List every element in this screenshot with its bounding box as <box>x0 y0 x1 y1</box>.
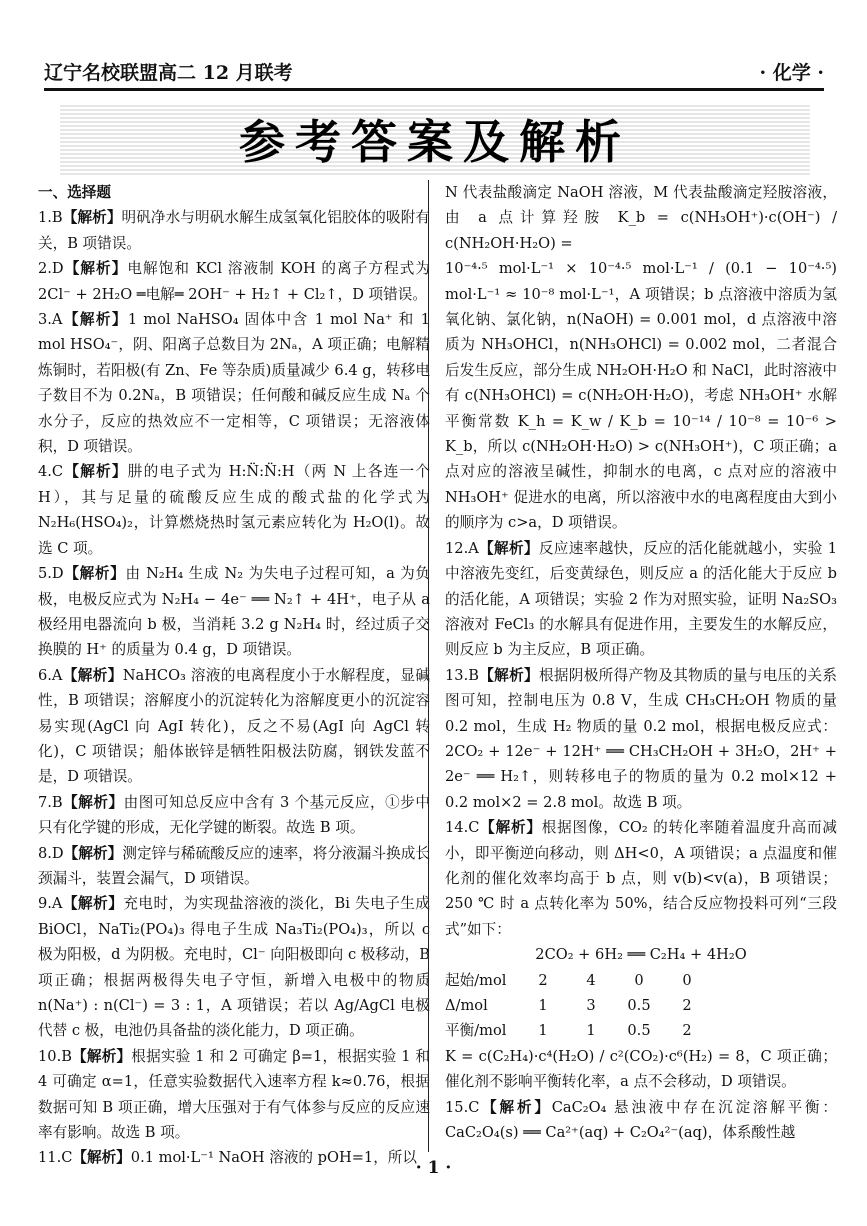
three-stage-row <box>445 993 837 1018</box>
row-value: 1 <box>538 1022 548 1040</box>
item-number: 5.D <box>38 565 64 583</box>
page-number: · 1 · <box>415 1158 452 1178</box>
row-value: 4 <box>586 971 596 989</box>
answer-item <box>445 536 837 663</box>
item-number: 4.C <box>38 463 64 481</box>
item-number: 7.B <box>38 793 63 811</box>
analysis-tag: 【解析】 <box>71 1047 132 1065</box>
row-label: Δ/mol <box>445 997 488 1014</box>
answer-item <box>38 307 430 459</box>
header-rule <box>44 88 824 91</box>
answer-item <box>445 663 837 815</box>
row-value: 1 <box>586 1022 596 1040</box>
answer-item <box>38 561 430 663</box>
item-number: 3.A <box>38 311 63 329</box>
left-column <box>38 180 430 1171</box>
row-value: 1 <box>538 997 548 1014</box>
item-number: 6.A <box>38 666 63 684</box>
analysis-tag: 【解析】 <box>478 539 539 557</box>
item-number: 15.C <box>445 1098 480 1116</box>
analysis-tag: 【解析】 <box>63 463 128 481</box>
right-column <box>445 180 837 1145</box>
row-value: 0.5 <box>627 1022 651 1040</box>
item-text: 根据图像，CO₂ 的转化率随着温度升高而减小，即平衡逆向移动，则 ΔH<0，A 项错误；a 点温度和催化剂的催化效率均高于 b 点，则 v(b)<v(a)，B 项错误；250 ℃ 时 a 点转化率为 50%，结合反应物投料可列“三段式”如下： <box>445 819 837 938</box>
analysis-tag: 【解析】 <box>478 666 539 684</box>
item-number: 10.B <box>38 1047 72 1065</box>
item-text: 充电时，为实现盐溶液的淡化，Bi 失电子生成 BiOCl，NaTi₂(PO₄)₃ 得电子生成 Na₃Ti₂(PO₄)₃，所以 c 极为阳极，d 为阴极。充电时，Cl⁻ 向阳极即向 c 极移动，B 项正确；根据两极得失电子守恒，新增入电极中的物质 n(Na⁺) : n(Cl⁻) = 3 : 1，A 项错误；若以 Ag/AgCl 电极代替 c 极，电池仍具备盐的淡化能力，D 项正确。 <box>38 895 430 1040</box>
item-text: NaHCO₃ 溶液的电离程度小于水解程度，显碱性，B 项错误；溶解度小的沉淀转化为溶解度更小的沉淀容易实现(AgCl 向 AgI 转化)，反之不易(AgI 向 AgCl 转化)，C 项错误；船体嵌锌是牺牲阳极法防腐，钢铁发蓝不是，D 项错误。 <box>38 666 430 786</box>
answer-item <box>38 663 430 790</box>
item-number: 1.B <box>38 209 63 227</box>
k-expression: K = c(C₂H₄)·c⁴(H₂O) / c²(CO₂)·c⁶(H₂) = 8，C 项正确；催化剂不影响平衡转化率，a 点不会移动，D 项错误。 <box>445 1047 837 1091</box>
item-text: 根据阴极所得产物及其物质的量与电压的关系图可知，控制电压为 0.8 V，生成 CH₃CH₂OH 物质的量 0.2 mol，生成 H₂ 物质的量 0.2 mol，根据电极反应式：2CO₂ + 12e⁻ + 12H⁺ ══ CH₃CH₂OH + 3H₂O，2H⁺ + 2e⁻ ══ H₂↑，则转移电子的物质的量为 0.2 mol×12 + 0.2 mol×2 = 2.8 mol。故选 B 项。 <box>445 666 837 811</box>
answer-item <box>445 815 837 942</box>
three-stage-table <box>445 968 837 1044</box>
item-number: 9.A <box>38 895 63 913</box>
item-text: 由图可知总反应中含有 3 个基元反应，①步中只有化学键的形成，无化学键的断裂。故选 B 项。 <box>38 793 430 837</box>
column-divider <box>428 180 429 1152</box>
three-stage-row <box>445 1018 837 1043</box>
page-header <box>44 56 824 86</box>
item-text: CaC₂O₄ 悬浊液中存在沉淀溶解平衡：CaC₂O₄(s) ══ Ca²⁺(aq) + C₂O₄²⁻(aq)，体系酸性越 <box>445 1098 837 1142</box>
row-value: 0 <box>682 971 692 989</box>
row-value: 2 <box>538 971 548 989</box>
item-text: 明矾净水与明矾水解生成氢氧化铝胶体的吸附有关，B 项错误。 <box>38 209 430 252</box>
row-value: 2 <box>682 997 692 1014</box>
item-text: 肼的电子式为 H:N̈:N̈:H（两 N 上各连一个 H），其与足量的硫酸反应生成的酸式盐的化学式为 N₂H₆(HSO₄)₂，计算燃烧热时氢元素应转化为 H₂O(l)。故选 C 项。 <box>38 463 430 557</box>
subject-label: · 化学 · <box>759 61 824 84</box>
analysis-tag: 【解析】 <box>63 844 123 862</box>
row-label: 起始/mol <box>445 971 507 989</box>
item-text: 根据实验 1 和 2 可确定 β=1，根据实验 1 和 4 可确定 α=1，任意实验数据代入速率方程 k≈0.76，根据数据可知 B 项正确，增大压强对于有气体参与反应的反应速率有影响。故选 B 项。 <box>38 1047 430 1142</box>
answer-item <box>38 841 430 892</box>
item-text: 测定锌与稀硫酸反应的速率，将分液漏斗换成长颈漏斗，装置会漏气，D 项错误。 <box>38 844 430 887</box>
row-value: 0.5 <box>627 997 651 1014</box>
answer-item <box>38 459 430 561</box>
section-title: 一、选择题 <box>38 184 111 201</box>
continuation-paragraph: 10⁻⁴·⁵ mol·L⁻¹ × 10⁻⁴·⁵ mol·L⁻¹ / (0.1 − 10⁻⁴·⁵) mol·L⁻¹ ≈ 10⁻⁸ mol·L⁻¹，A 项错误；b 点溶液中溶质为氢氧化钠、氯化钠，n(NaOH) = 0.001 mol，d 点溶液中溶质为 NH₃OHCl，n(NH₃OHCl) = 0.002 mol，二者混合后发生反应，部分生成 NH₂OH·H₂O 和 NaCl，此时溶液中有 c(NH₃OHCl) = c(NH₂OH·H₂O)，考虑 NH₃OH⁺ 水解平衡常数 K_h = K_w / K_b = 10⁻¹⁴ / 10⁻⁸ = 10⁻⁶ > K_b，所以 c(NH₂OH·H₂O) > c(NH₃OH⁺)，C 项正确；a 点对应的溶液呈碱性，抑制水的电离，c 点对应的溶液中 NH₃OH⁺ 促进水的电离，所以溶液中水的电离程度由大到小的顺序为 c>a，D 项错误。 <box>445 260 837 532</box>
answer-item <box>38 1044 430 1146</box>
analysis-tag: 【解析】 <box>62 666 123 684</box>
analysis-tag: 【解析】 <box>63 260 128 278</box>
answer-item <box>38 891 430 1043</box>
analysis-tag: 【解析】 <box>62 895 124 913</box>
analysis-tag: 【解析】 <box>479 1098 552 1116</box>
row-value: 3 <box>586 997 596 1014</box>
item-number: 14.C <box>445 819 480 837</box>
item-15 <box>445 1095 837 1146</box>
row-label: 平衡/mol <box>445 1022 507 1040</box>
analysis-tag: 【解析】 <box>479 819 542 837</box>
left-items <box>38 205 430 1170</box>
item-number: 2.D <box>38 260 64 278</box>
item-text: 反应速率越快，反应的活化能就越小，实验 1 中溶液先变红，后变黄绿色，则反应 a 的活化能大于反应 b 的活化能，A 项错误；实验 2 作为对照实验，证明 Na₂SO₃ 溶液对 FeCl₃ 的水解具有促进作用，主要发生的水解反应，则反应 b 为主反应，B 项正确。 <box>445 539 837 659</box>
item-number: 8.D <box>38 844 64 862</box>
item-text: 1 mol NaHSO₄ 固体中含 1 mol Na⁺ 和 1 mol HSO₄⁻，阴、阳离子总数目为 2Nₐ，A 项正确；电解精炼铜时，若阳极(有 Zn、Fe 等杂质)质量减少 6.4 g，转移电子数目不为 0.2Nₐ，B 项错误；任何酸和碱反应生成 Nₐ 个水分子，反应的热效应不一定相等，C 项错误；无溶液体积，D 项错误。 <box>38 311 430 456</box>
continuation-11 <box>445 180 837 536</box>
item-text: 电解饱和 KCl 溶液制 KOH 的离子方程式为 2Cl⁻ + 2H₂O ═电解═ 2OH⁻ + H₂↑ + Cl₂↑，D 项错误。 <box>38 260 430 303</box>
analysis-tag: 【解析】 <box>62 311 128 329</box>
analysis-tag: 【解析】 <box>62 209 122 227</box>
three-stage-equation: 2CO₂ + 6H₂ ══ C₂H₄ + 4H₂O <box>535 946 747 964</box>
exam-title: 辽宁名校联盟高二 12 月联考 <box>44 61 293 84</box>
item-number: 13.B <box>445 666 479 684</box>
item-text: 由 N₂H₄ 生成 N₂ 为失电子过程可知，a 为负极，电极反应式为 N₂H₄ − 4e⁻ ══ N₂↑ + 4H⁺，电子从 a 极经用电器流向 b 极，当消耗 3.2 g N₂H₄ 时，经过质子交换膜的 H⁺ 的质量为 0.4 g，D 项错误。 <box>38 565 430 659</box>
item-text: 0.1 mol·L⁻¹ NaOH 溶液的 pOH=1，所以 <box>130 1149 417 1167</box>
continuation-paragraph: N 代表盐酸滴定 NaOH 溶液，M 代表盐酸滴定羟胺溶液，由 a 点计算羟胺 K_b = c(NH₃OH⁺)·c(OH⁻) / c(NH₂OH·H₂O) = <box>445 184 837 252</box>
item-number: 12.A <box>445 539 479 557</box>
three-stage-row <box>445 968 837 993</box>
right-items <box>445 536 837 943</box>
analysis-tag: 【解析】 <box>63 565 126 583</box>
answer-item <box>38 256 430 307</box>
analysis-tag: 【解析】 <box>72 1149 131 1167</box>
answer-item <box>38 205 430 256</box>
title-banner <box>60 103 810 175</box>
answer-item <box>38 790 430 841</box>
item-number: 11.C <box>38 1149 73 1167</box>
row-value: 2 <box>682 1022 692 1040</box>
banner-title: 参考答案及解析 <box>239 115 631 169</box>
row-value: 0 <box>634 971 644 989</box>
analysis-tag: 【解析】 <box>62 793 124 811</box>
